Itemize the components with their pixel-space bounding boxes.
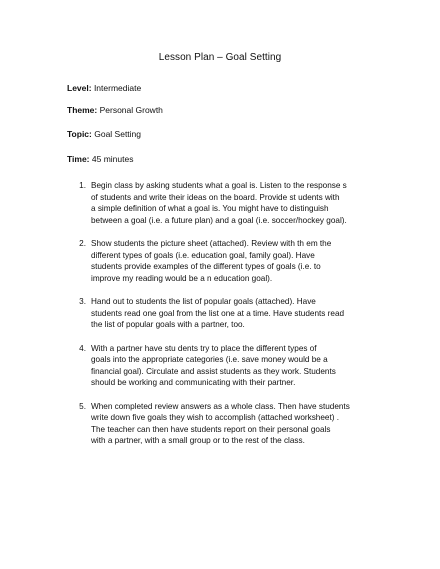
step-line: students read one goal from the list one at a time. Have students read bbox=[91, 308, 345, 318]
topic-field bbox=[67, 128, 141, 140]
step-line: with a partner, with a small group or to the rest of the class. bbox=[91, 436, 305, 445]
step-line: With a partner have stu dents try to place the different types of bbox=[91, 343, 317, 353]
step-line: should be working and communicating with their partner. bbox=[91, 378, 296, 387]
level-field bbox=[67, 82, 141, 94]
topic-value: Goal Setting bbox=[91, 129, 142, 139]
step-line: a simple definition of what a goal is. You might have to distinguish bbox=[91, 204, 329, 213]
step-line: Begin class by asking students what a goal is. Listen to the response s bbox=[91, 181, 347, 190]
level-value: Intermediate bbox=[91, 83, 142, 93]
document-title: Lesson Plan – Goal Setting bbox=[158, 52, 282, 63]
step-line: When completed review answers as a whole class. Then have students bbox=[91, 401, 350, 411]
lesson-step bbox=[66, 238, 396, 284]
step-line: The teacher can then have students report on their personal goals bbox=[91, 424, 331, 434]
topic-label: Topic: bbox=[67, 129, 92, 139]
level-label: Level: bbox=[67, 83, 92, 93]
lesson-step bbox=[66, 296, 396, 331]
step-number: 5. bbox=[79, 401, 86, 411]
step-line: Hand out to students the list of popular goals (attached). Have bbox=[91, 297, 316, 306]
time-label: Time: bbox=[67, 154, 90, 164]
step-line: the list of popular goals with a partner, too. bbox=[91, 320, 245, 329]
theme-value: Personal Growth bbox=[97, 105, 163, 115]
step-line: of students and write their ideas on the board. Provide st udents with bbox=[91, 192, 340, 202]
time-field bbox=[67, 153, 133, 165]
step-line: students provide examples of the different types of goals (i.e. to bbox=[91, 262, 321, 271]
step-number: 1. bbox=[79, 181, 86, 190]
lesson-step bbox=[66, 401, 396, 447]
step-number: 3. bbox=[79, 297, 86, 306]
step-number: 4. bbox=[79, 343, 86, 353]
step-line: financial goal). Circulate and assist students as they work. Students bbox=[91, 366, 336, 376]
theme-label: Theme: bbox=[67, 105, 98, 115]
step-line: between a goal (i.e. a future plan) and a goal (i.e. soccer/hockey goal). bbox=[91, 215, 347, 225]
time-value: 45 minutes bbox=[89, 154, 134, 164]
step-line: Show students the picture sheet (attached). Review with th em the bbox=[91, 239, 332, 248]
lesson-step bbox=[66, 180, 396, 226]
step-number: 2. bbox=[79, 239, 86, 248]
step-line: different types of goals (i.e. education goal, family goal). Have bbox=[91, 250, 315, 260]
lesson-step bbox=[66, 343, 396, 389]
step-line: write down five goals they wish to accomplish (attached worksheet) . bbox=[91, 413, 340, 422]
lesson-steps bbox=[66, 180, 396, 447]
step-line: improve my reading would be a n education goal). bbox=[91, 273, 273, 283]
step-line: goals into the appropriate categories (i.e. save money would be a bbox=[91, 355, 328, 364]
theme-field bbox=[67, 104, 163, 116]
